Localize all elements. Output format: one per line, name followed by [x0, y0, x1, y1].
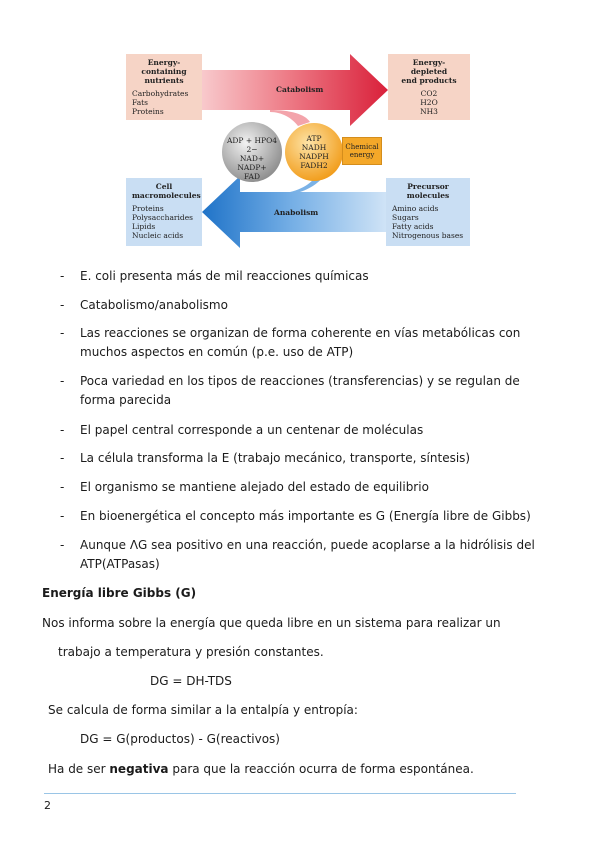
list-item: - Las reacciones se organizan de forma coherente en vías metabólicas con muchos aspectos en común (p.e. uso de ATP): [60, 326, 521, 359]
list-item: - La célula transforma la E (trabajo mecánico, transporte, síntesis): [60, 451, 471, 465]
list-item: - Catabolismo/anabolismo: [60, 298, 228, 312]
energy-nutrients-title: Energy- containing nutrients: [141, 58, 187, 85]
list-item: - Aunque ΛG sea positivo en una reacción, puede acoplarse a la hidrólisis del ATP(ATPasas): [60, 538, 535, 571]
precursor-molecules-title: Precursor molecules: [406, 182, 450, 200]
list-item: - Poca variedad en los tipos de reacciones (transferencias) y se regulan de forma parecida: [60, 374, 520, 407]
grey-circle-text: ADP + HPO4 2− NAD+ NADP+ FAD: [226, 136, 278, 181]
section-heading: Energía libre Gibbs (G): [42, 586, 197, 600]
list-item: CO2: [420, 89, 438, 98]
list-item: - El papel central corresponde a un centenar de moléculas: [60, 423, 424, 437]
metabolism-diagram: [120, 48, 480, 252]
list-item: - El organismo se mantiene alejado del estado de equilibrio: [60, 480, 429, 494]
paragraph: Se calcula de forma similar a la entalpía y entropía:: [48, 703, 358, 717]
chemical-energy-box: Chemical energy: [342, 137, 382, 165]
orange-circle-text: ATP NADH NADPH FADH2: [299, 134, 329, 170]
list-item: Sugars: [392, 213, 419, 222]
list-item: Lipids: [132, 222, 156, 231]
paragraph: trabajo a temperatura y presión constantes.: [58, 645, 324, 659]
precursor-molecules-box: [386, 178, 470, 246]
cell-macromolecules-title: Cell macromolecules: [132, 182, 201, 200]
list-item: - En bioenergética el concepto más importante es G (Energía libre de Gibbs): [60, 509, 531, 523]
list-item: Polysaccharides: [132, 213, 193, 222]
list-item: Fats: [132, 98, 149, 107]
list-item: H2O: [420, 98, 438, 107]
footer-divider: [44, 793, 516, 794]
formula: DG = G(productos) - G(reactivos): [80, 732, 280, 746]
list-item: Nucleic acids: [132, 231, 184, 240]
list-item: Proteins: [132, 204, 164, 213]
page-number: 2: [44, 799, 51, 812]
energy-depleted-box: [388, 54, 470, 120]
emphasis: negativa: [109, 762, 169, 776]
energy-depleted-title: Energy- depleted end products: [401, 58, 457, 85]
paragraph: Ha de ser negativa para que la reacción ocurra de forma espontánea.: [48, 762, 474, 776]
formula: DG = DH-TDS: [150, 674, 232, 688]
energy-nutrients-box: [126, 54, 202, 120]
list-item: NH3: [420, 107, 438, 116]
cell-macromolecules-box: [126, 178, 202, 246]
list-item: Carbohydrates: [132, 89, 189, 98]
catabolism-curve: [270, 110, 310, 126]
list-item: Fatty acids: [392, 222, 434, 231]
list-item: - E. coli presenta más de mil reacciones químicas: [60, 269, 369, 283]
list-item: Proteins: [132, 107, 164, 116]
list-item: Amino acids: [392, 204, 439, 213]
paragraph: Nos informa sobre la energía que queda libre en un sistema para realizar un: [42, 616, 501, 630]
catabolism-label: Catabolism: [276, 85, 324, 94]
anabolism-label: Anabolism: [274, 208, 319, 217]
list-item: Nitrogenous bases: [392, 231, 464, 240]
